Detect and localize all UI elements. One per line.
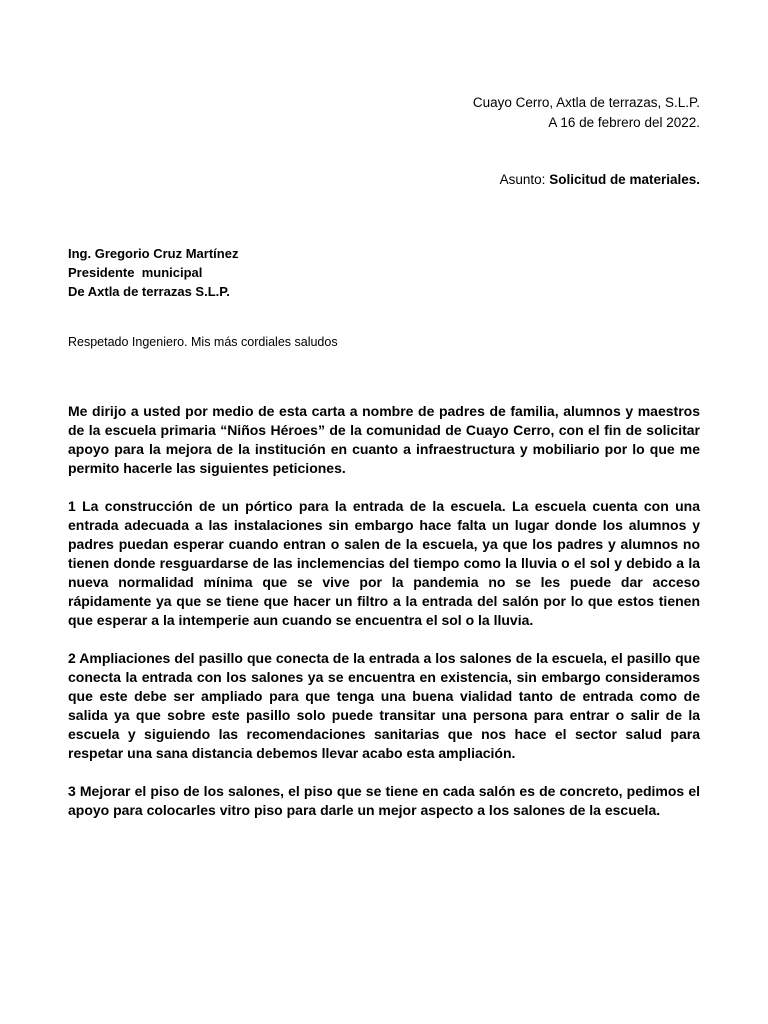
body-point-3-paragraph: 3 Mejorar el piso de los salones, el piso que se tiene en cada salón es de concreto, pedimos el apoyo para colocarles vitro piso para darle un mejor aspecto a los salones de la escuela.: [68, 783, 700, 818]
body-point-2-paragraph: 2 Ampliaciones del pasillo que conecta de la entrada a los salones de la escuela, el pasillo que conecta la entrada con los salones ya se encuentra en existencia, sin embargo consideramos que este debe ser ampliado para que tenga una buena vialidad tanto de entrada como de salida ya que sobre este pasillo solo puede transitar una persona para entrar o salir de la escuela y siguiendo las recomendaciones sanitarias que nos hace el sector salud para respetar una sana distancia debemos llevar acabo esta ampliación.: [68, 650, 700, 761]
letter-subject: [500, 170, 700, 190]
letter-header: [473, 93, 700, 133]
letter-location: Cuayo Cerro, Axtla de terrazas, S.L.P.: [472, 95, 700, 110]
letter-date: A 16 de febrero del 2022.: [548, 115, 700, 130]
recipient-name: Ing. Gregorio Cruz Martínez: [68, 246, 239, 261]
subject-label: Asunto:: [499, 172, 546, 187]
body-intro-paragraph: Me dirijo a usted por medio de esta carta a nombre de padres de familia, alumnos y maestros de la escuela primaria “Niños Héroes” de la comunidad de Cuayo Cerro, con el fin de solicitar apoyo para la mejora de la institución en cuanto a infraestructura y mobiliario por lo que me permito hacerle las siguientes peticiones.: [68, 403, 700, 476]
letter-body: [68, 402, 700, 839]
body-point-1-paragraph: 1 La construcción de un pórtico para la entrada de la escuela. La escuela cuenta con una entrada adecuada a las instalaciones sin embargo hace falta un lugar donde los alumnos y padres puedan esperar cuando entran o salen de la escuela, ya que los padres y alumnos no tienen donde resguardarse de las inclemencias del tiempo como la lluvia o el sol y debido a la nueva normalidad mínima que se vive por la pandemia no se les puede dar acceso rápidamente ya que se tiene que hacer un filtro a la entrada del salón por lo que estos tienen que esperar a la intemperie aun cuando se encuentra el sol o la lluvia.: [68, 498, 700, 628]
letter-greeting: Respetado Ingeniero. Mis más cordiales saludos: [68, 335, 338, 349]
recipient-location: De Axtla de terrazas S.L.P.: [68, 284, 230, 299]
letter-recipient: [68, 244, 238, 301]
subject-value: Solicitud de materiales.: [549, 172, 700, 187]
recipient-position: Presidente municipal: [68, 265, 203, 280]
